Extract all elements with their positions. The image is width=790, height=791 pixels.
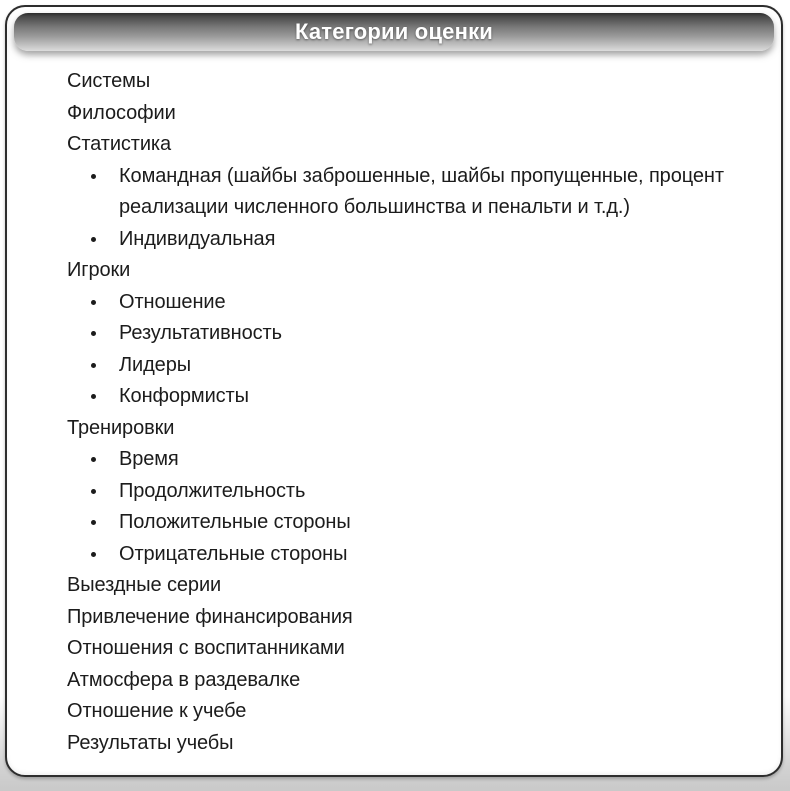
list-item-label: Игроки: [67, 259, 131, 281]
list-item: [67, 129, 751, 161]
bullet-icon: [91, 489, 96, 494]
category-list: [7, 66, 781, 759]
list-item-label: Выездные серии: [67, 574, 222, 596]
list-item-label: Результативность: [119, 322, 282, 344]
bullet-icon: [91, 331, 96, 336]
list-item-label: Отрицательные стороны: [119, 542, 348, 565]
list-item-label: Лидеры: [119, 353, 191, 376]
list-item: [67, 570, 751, 602]
list-item: [67, 350, 751, 382]
list-item: [67, 633, 751, 665]
bullet-icon: [91, 457, 96, 462]
list-item-label: Командная (шайбы заброшенные, шайбы пропущенные, процент реализации численного большинства и пенальти и т.д.): [119, 164, 724, 218]
list-item-label: Отношение к учебе: [67, 700, 247, 722]
bullet-icon: [91, 300, 96, 305]
page-title: Категории оценки: [294, 19, 494, 44]
list-item: [67, 728, 751, 760]
list-item: [67, 287, 751, 319]
list-item: [67, 98, 751, 130]
list-item-label: Время: [119, 448, 179, 470]
list-item: [67, 413, 751, 445]
list-item-label: Отношения с воспитанниками: [67, 637, 345, 659]
bullet-icon: [91, 363, 96, 368]
slide-header: [14, 13, 774, 51]
list-item-label: Атмосфера в раздевалке: [67, 668, 301, 691]
list-item: [67, 224, 751, 256]
list-item-label: Тренировки: [67, 416, 175, 439]
list-item-label: Статистика: [67, 133, 172, 155]
list-item-label: Привлечение финансирования: [67, 605, 353, 628]
list-item-label: Конформисты: [119, 385, 249, 407]
list-item: [67, 476, 751, 508]
list-item: [67, 161, 751, 224]
list-item: [67, 696, 751, 728]
slide-card: [5, 5, 783, 777]
bullet-icon: [91, 394, 96, 399]
list-item: [67, 66, 751, 98]
list-item: [67, 602, 751, 634]
bullet-icon: [91, 520, 96, 525]
bullet-icon: [91, 552, 96, 557]
list-item: [67, 539, 751, 571]
bullet-icon: [91, 237, 96, 242]
list-item-label: Продолжительность: [119, 479, 306, 502]
list-item-label: Философии: [67, 101, 176, 124]
list-item-label: Системы: [67, 70, 151, 92]
list-item: [67, 507, 751, 539]
list-item-label: Отношение: [119, 290, 226, 313]
list-item: [67, 255, 751, 287]
list-item-label: Результаты учебы: [67, 731, 234, 754]
list-item-label: Индивидуальная: [119, 227, 276, 250]
list-item-label: Положительные стороны: [119, 511, 351, 533]
list-item: [67, 381, 751, 413]
list-item: [67, 665, 751, 697]
list-item: [67, 444, 751, 476]
bullet-icon: [91, 174, 96, 179]
list-item: [67, 318, 751, 350]
